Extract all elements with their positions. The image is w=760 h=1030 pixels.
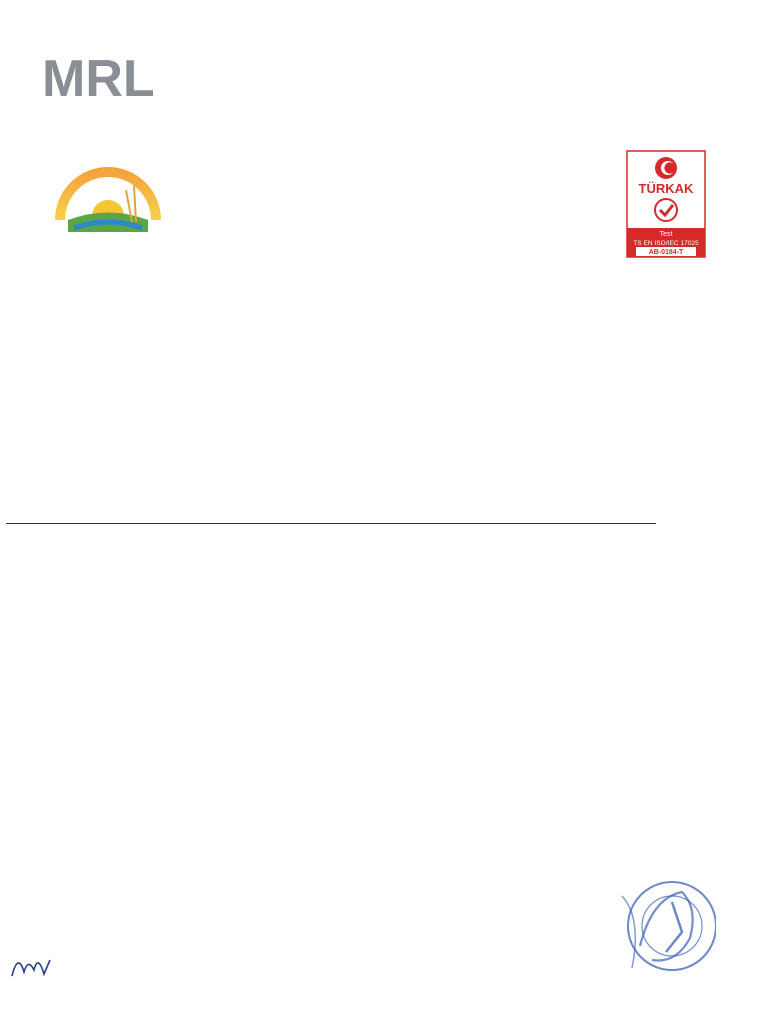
company-stamp-seal bbox=[612, 868, 716, 988]
signature-mark bbox=[8, 950, 68, 980]
turkak-code: AB-0184-T bbox=[648, 249, 684, 256]
turkak-name: TÜRKAK bbox=[638, 181, 694, 196]
turkak-test: Test bbox=[659, 231, 673, 238]
turkak-standard: TS EN ISO/IEC 17025 bbox=[633, 240, 699, 247]
mrl-logo-text: MRL bbox=[42, 50, 155, 108]
